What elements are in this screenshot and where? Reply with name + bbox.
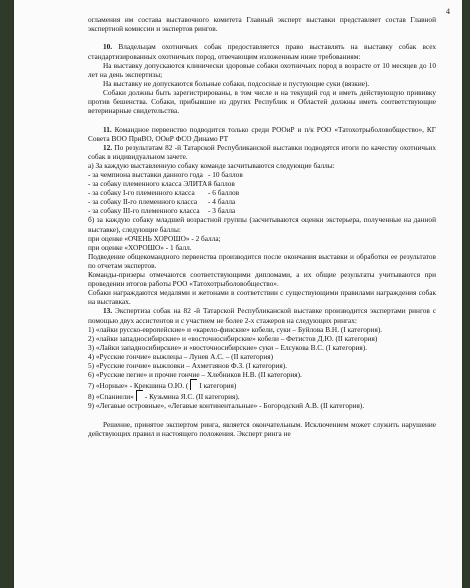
score-label: - за собаку II-го племенного класса [88, 197, 198, 207]
score-value: - 3 балла [208, 206, 236, 216]
document-page [14, 0, 462, 588]
paragraph: Подведение общекомандного первенства производится после окончания выставки и обработки ее результатов по отчетам экспертов. [88, 251, 436, 270]
section-number: 13. [103, 306, 113, 316]
ring-text: 8) «Спаниели» [88, 392, 134, 402]
ring-item: 5) «Русские гончие» выжловки – Ахметзянов Ф.З. (I категория). [88, 360, 287, 370]
paragraph: На выставку не допускаются больные собаки, подсосные и пустующие суки (вязкие). [103, 78, 370, 88]
section-11 [88, 125, 436, 143]
ink-mark [190, 379, 197, 390]
ring-text: I категория) [199, 381, 237, 391]
score-list [88, 170, 436, 215]
paragraph: На выставку допускаются клинически здоровые собаки охотничьих пород в возрасте от 10 месяцев до 10 лет на день экспертизы; [88, 60, 436, 79]
score-row [88, 197, 436, 206]
score-label: - за чемпиона выставки данного года [88, 170, 203, 179]
section-text: Владельцам охотничьих собак предоставляется право выставлять на выставку собак всех стандартизированных охотничьих пород, отвечающим изложенным ниже требованиям: [88, 42, 436, 61]
ring-item: 2) «лайки западносибирские» и «восточносибирские» кобели – Фетистов Д.Ю. (II категория) [88, 333, 378, 343]
document-body [88, 15, 436, 438]
score-label: - за собаку III-го племенного класса [88, 206, 200, 216]
ring-item: 4) «Русские гончие» выжлецы – Лунев А.С. – (II категория) [88, 351, 274, 361]
paragraph: Решение, принятое экспертом ринга, является окончательным. Исключением может служить нарушение действующих правил и настоящего положения. Эксперт ринга не [88, 419, 436, 438]
paragraph: Собаки награждаются медалями и жетонами в соответствии с существующими правилами награждения собак на выставках. [88, 288, 436, 307]
section-text: Командное первенство подводится только среди РООиР и п/к РОО «Татохотрыболовобщество», КГ Совета ВОО ПриВО, ООиР ФСО Динамо РТ [88, 124, 436, 143]
section-12 [88, 143, 436, 161]
section-number: 11. [103, 124, 112, 134]
score-value: - 4 балла [208, 197, 236, 207]
score-value: 8 баллов [208, 179, 235, 189]
score-value: - 10 баллов [208, 170, 243, 179]
ring-text: - Кузьмина Я.С. (II категория). [144, 392, 240, 402]
ring-item: 1) «лайки русско-европейские» и «карело-финские» кобели, суки – Буйлова В.Н. (I категория). [88, 324, 383, 334]
paragraph: при оценке «ХОРОШО» - 1 балл. [88, 242, 192, 252]
section-text: Экспертиза собак на 82 -й Татарской Республиканской выставке производится экспертами рингов с помощью двух ассистентов и с участием не более 2-х стажеров на следующих рингах: [88, 306, 436, 325]
section-number: 12. [103, 142, 113, 152]
ring-list [88, 325, 436, 411]
page-number: 4 [446, 7, 450, 16]
score-label: - за собаку племенного класса ЭЛИТА - [88, 179, 212, 189]
ring-item: 3) «Лайки западносибирские» и «восточносибирские» суки – Елсукова В.С. (I категория). [88, 342, 368, 352]
score-label: - за собаку I-го племенного класса [88, 188, 195, 198]
ring-item: 9) «Легавые островные», «Легавые континентальные» - Богородский А.В. (II категория). [88, 401, 365, 411]
section-13 [88, 306, 436, 324]
ring-item: 6) «Русские пегие» и прочие гончие – Хлебников Н.В. (II категория). [88, 370, 302, 380]
paragraph: Команды-призеры отмечаются соответствующими дипломами, а их общие результаты учитываются при проведении итогов работы РОО «Татохотрыболовобщество». [88, 270, 436, 289]
score-row [88, 188, 436, 197]
section-10 [88, 42, 436, 60]
section-text: По результатам 82 -й Татарской Республиканской выставки подводятся итоги по качеству охотничьих собак в индивидуальном зачете. [88, 142, 436, 161]
paragraph: б) за каждую собаку младшей возрастной группы (засчитываются оценки экстерьера, полученные на данной выставке), следующие баллы: [88, 215, 436, 234]
score-row [88, 179, 436, 188]
ink-mark [136, 390, 143, 401]
section-number: 10. [103, 42, 113, 52]
score-row [88, 206, 436, 215]
ring-item [88, 390, 436, 401]
paragraph: Собаки должны быть зарегистрированы, в том числе и на текущий год и иметь действующую прививку против бешенства. Собаки, прибывшие из других Республик и Областей должны иметь соответствующие ветеринарные свидетельства. [88, 87, 436, 116]
ring-text: 7) «Норные» - Крекшина О.Ю. ( [88, 381, 189, 391]
paragraph: огламения им состава выставочного комитета Главный эксперт выставки представляет состав Главной экспертной комиссии и экспертов рингов. [88, 15, 436, 34]
paragraph: а) За каждую выставленную собаку команде засчитываются следующие баллы: [88, 160, 335, 170]
score-row [88, 170, 436, 179]
paragraph: при оценке «ОЧЕНЬ ХОРОШО» - 2 балла; [88, 233, 221, 243]
ring-item [88, 379, 436, 390]
score-value: - 6 баллов [208, 188, 240, 198]
